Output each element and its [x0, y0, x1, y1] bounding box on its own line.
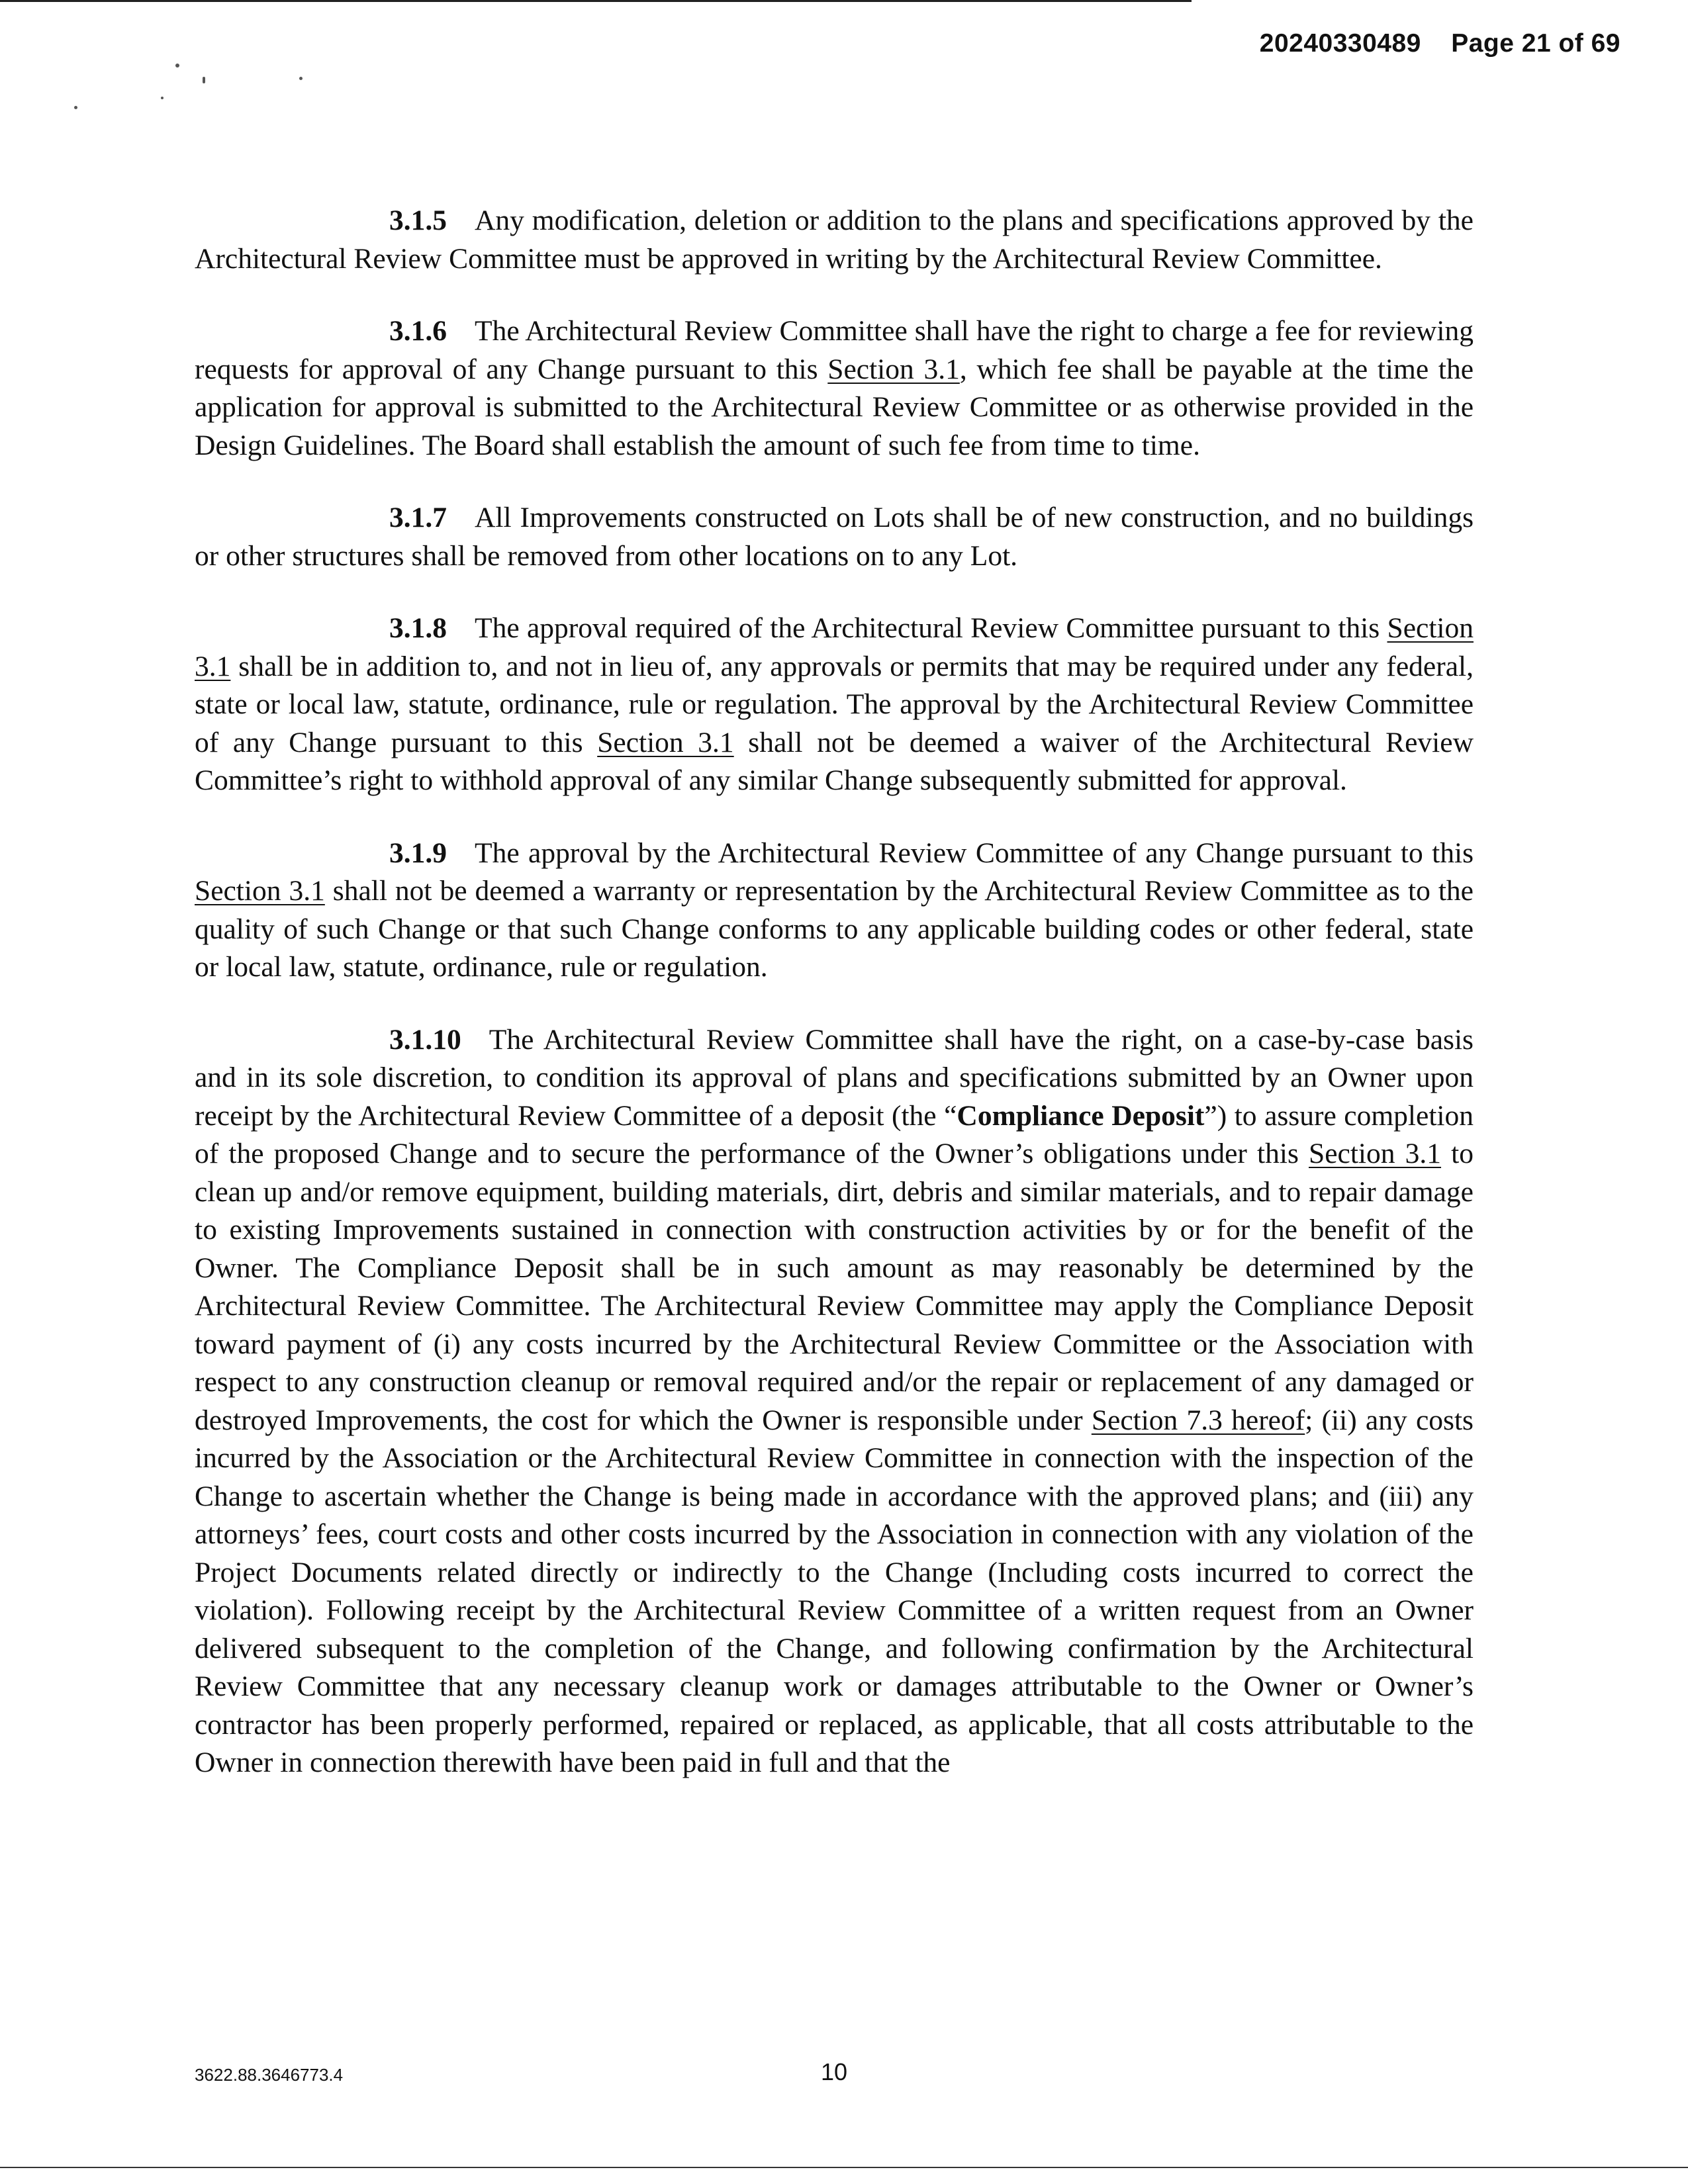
- section-3-1-6: [195, 312, 1474, 465]
- scan-speck: [203, 77, 205, 83]
- section-reference: Section 3.1: [195, 612, 1474, 682]
- document-body: [195, 202, 1474, 1817]
- section-text: , which fee shall be payable at the time the application for approval is submitted to the Architectural Review Committee or as otherwise provided in the Design Guidelines. The Board shall establish the amount of such fee from time to time.: [195, 353, 1474, 461]
- scan-speck: [74, 106, 77, 109]
- section-text: ”) to assure completion of the proposed Change and to secure the performance of the Owner’s obligations under this: [195, 1099, 1474, 1169]
- section-3-1-7: [195, 499, 1474, 575]
- section-text: Any modification, deletion or addition to the plans and specifications approved by the Architectural Review Committee must be approved in writing by the Architectural Review Committee.: [195, 205, 1474, 275]
- section-text: shall be in addition to, and not in lieu of, any approvals or permits that may be required under any federal, state or local law, statute, ordinance, rule or regulation. The approval by the Architectural Review Committee of any Change pursuant to this: [195, 650, 1474, 758]
- footer-page-number: 10: [821, 2058, 848, 2085]
- section-3-1-9: [195, 835, 1474, 987]
- section-reference: Section 3.1: [827, 353, 960, 385]
- section-number: 3.1.5: [389, 205, 447, 236]
- section-text: ; (ii) any costs incurred by the Association or the Architectural Review Committee in connection with the inspection of the Change to ascertain whether the Change is being made in accordance with the approved plans; and (iii) any attorneys’ fees, court costs and other costs incurred by the Association in connection with any violation of the Project Documents related directly or indirectly to the Change (Including costs incurred to correct the violation). Following receipt by the Architectural Review Committee of a written request from an Owner delivered subsequent to the completion of the Change, and following confirmation by the Architectural Review Committee that any necessary cleanup work or damages attributable to the Owner or Owner’s contractor has been properly performed, repaired or replaced, as applicable, that all costs attributable to the Owner in connection therewith have been paid in full and that the: [195, 1404, 1474, 1778]
- section-text: The Architectural Review Committee shall have the right to charge a fee for reviewing requests for approval of any Change pursuant to this: [195, 315, 1474, 385]
- section-3-1-8: [195, 610, 1474, 800]
- bottom-scan-line: [0, 2167, 1688, 2168]
- section-reference: Section 7.3 hereof: [1091, 1404, 1305, 1436]
- scan-speck: [161, 97, 164, 99]
- section-text: The approval required of the Architectural Review Committee pursuant to this: [475, 612, 1387, 644]
- section-text: The Architectural Review Committee shall have the right, on a case-by-case basis and in its sole discretion, to condition its approval of plans and specifications submitted by an Owner upon receipt by the Architectural Review Committee of a deposit (the “: [195, 1023, 1474, 1132]
- section-reference: Section 3.1: [597, 726, 734, 758]
- top-scan-line: [0, 0, 1192, 2]
- recording-stamp: [1260, 29, 1620, 58]
- scan-speck: [299, 77, 303, 80]
- section-number: 3.1.10: [389, 1023, 461, 1056]
- section-text: shall not be deemed a warranty or representation by the Architectural Review Committee as to the quality of such Change or that such Change conforms to any applicable building codes or other federal, state or local law, statute, ordinance, rule or regulation.: [195, 875, 1474, 983]
- section-reference: Section 3.1: [1309, 1138, 1442, 1169]
- page-label: Page 21 of 69: [1451, 29, 1620, 58]
- section-text: shall not be deemed a waiver of the Architectural Review Committee’s right to withhold approval of any similar Change subsequently submitted for approval.: [195, 726, 1474, 796]
- section-number: 3.1.7: [389, 502, 447, 533]
- scan-speck: [175, 64, 179, 68]
- footer-document-ref: 3622.88.3646773.4: [195, 2065, 344, 2085]
- section-text: to clean up and/or remove equipment, building materials, dirt, debris and similar materials, and to repair damage to existing Improvements sustained in connection with construction activities by or for the benefit of the Owner. The Compliance Deposit shall be in such amount as may reasonably be determined by the Architectural Review Committee. The Architectural Review Committee may apply the Compliance Deposit toward payment of (i) any costs incurred by the Architectural Review Committee or the Association with respect to any construction cleanup or removal required and/or the repair or replacement of any damaged or destroyed Improvements, the cost for which the Owner is responsible under: [195, 1138, 1474, 1436]
- section-number: 3.1.6: [389, 315, 447, 347]
- section-3-1-5: [195, 202, 1474, 278]
- section-number: 3.1.9: [389, 837, 447, 869]
- section-number: 3.1.8: [389, 612, 447, 644]
- section-3-1-10: [195, 1021, 1474, 1782]
- section-reference: Section 3.1: [195, 875, 325, 907]
- section-text: The approval by the Architectural Review Committee of any Change pursuant to this: [475, 837, 1474, 869]
- recording-number: 20240330489: [1259, 29, 1421, 58]
- defined-term: Compliance Deposit: [957, 1099, 1205, 1132]
- section-text: All Improvements constructed on Lots shall be of new construction, and no buildings or other structures shall be removed from other locations on to any Lot.: [195, 502, 1474, 572]
